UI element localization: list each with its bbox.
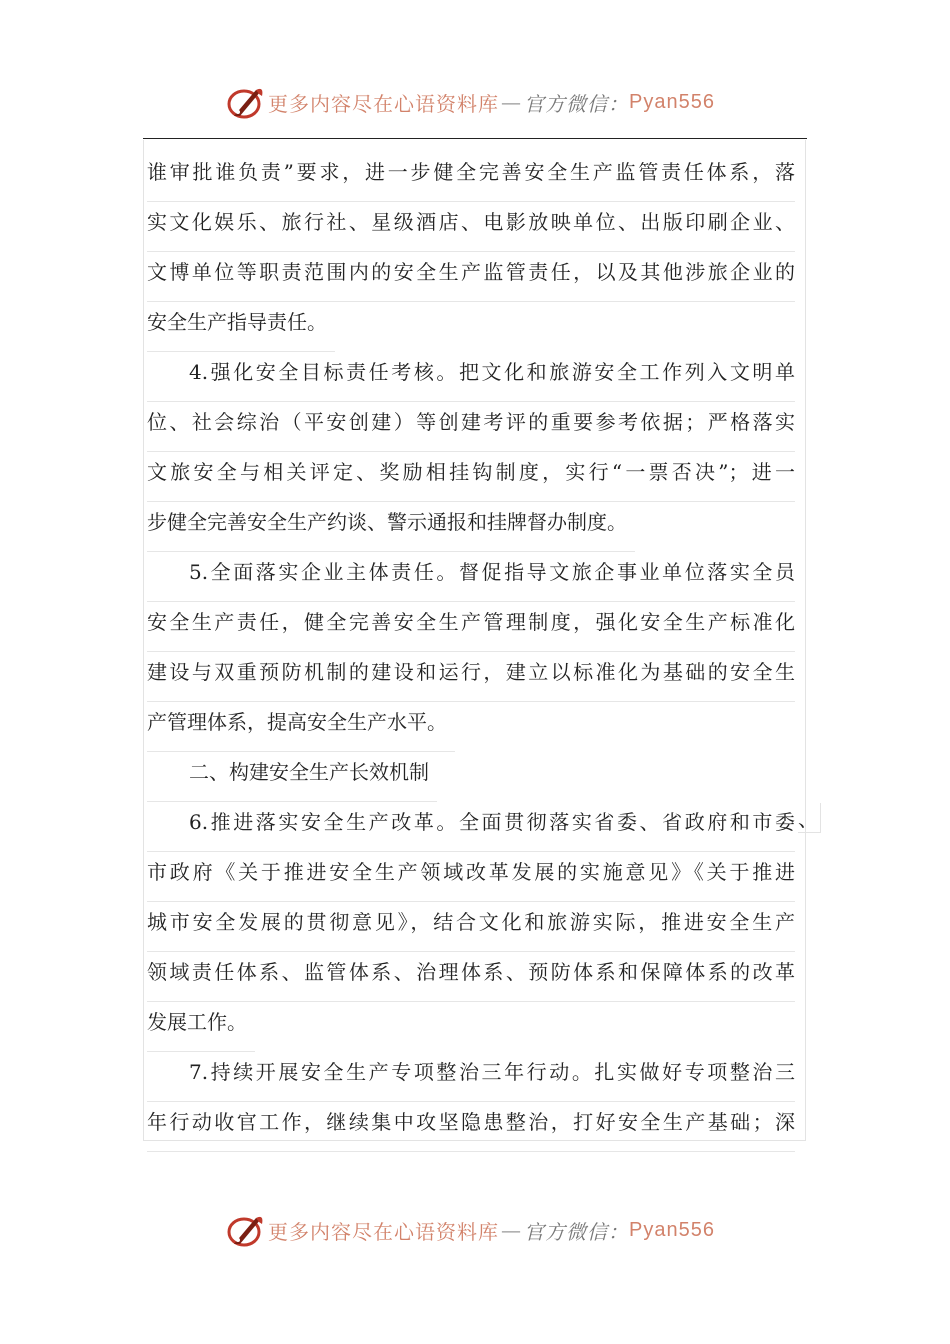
footer-banner <box>226 1210 715 1250</box>
text-line: 步健全完善安全生产约谈、警示通报和挂牌督办制度。 <box>147 502 635 552</box>
stray-punctuation: 、 <box>798 803 821 833</box>
text-line: 6.推进落实安全生产改革。全面贯彻落实省委、省政府和市委 <box>147 802 795 852</box>
banner-handle: Pyan556 <box>629 90 715 113</box>
text-line: 城市安全发展的贯彻意见》，结合文化和旅游实际，推进安全生产 <box>147 902 795 952</box>
banner-site-text: 更多内容尽在心语资料库 <box>268 1219 499 1244</box>
text-line: 发展工作。 <box>147 1002 255 1052</box>
section-heading: 二、构建安全生产长效机制 <box>147 752 437 802</box>
text-line: 7.持续开展安全生产专项整治三年行动。扎实做好专项整治三 <box>147 1052 795 1102</box>
text-line: 文旅安全与相关评定、奖励相挂钩制度，实行“一票否决”；进一 <box>147 452 795 502</box>
text-line: 建设与双重预防机制的建设和运行，建立以标准化为基础的安全生 <box>147 652 795 702</box>
banner-official-text: 官方微信： <box>524 91 629 116</box>
text-line: 安全生产责任，健全完善安全生产管理制度，强化安全生产标准化 <box>147 602 795 652</box>
quill-pen-logo-icon <box>226 82 266 122</box>
banner-dash: — <box>501 1218 522 1242</box>
text-line: 文博单位等职责范围内的安全生产监管责任，以及其他涉旅企业的 <box>147 252 795 302</box>
text-line: 位、社会综治（平安创建）等创建考评的重要参考依据；严格落实 <box>147 402 795 452</box>
text-line: 产管理体系，提高安全生产水平。 <box>147 702 455 752</box>
quill-pen-logo-icon <box>226 1210 266 1250</box>
banner-handle: Pyan556 <box>629 1218 715 1241</box>
text-line: 谁审批谁负责”要求，进一步健全完善安全生产监管责任体系，落 <box>147 152 795 202</box>
text-line: 安全生产指导责任。 <box>147 302 335 352</box>
text-line: 4.强化安全目标责任考核。把文化和旅游安全工作列入文明单 <box>147 352 795 402</box>
header-divider <box>143 138 807 139</box>
banner-site-text: 更多内容尽在心语资料库 <box>268 91 499 116</box>
text-line: 实文化娱乐、旅行社、星级酒店、电影放映单位、出版印刷企业、 <box>147 202 795 252</box>
text-line: 年行动收官工作，继续集中攻坚隐患整治，打好安全生产基础；深 <box>147 1102 795 1152</box>
text-line: 市政府《关于推进安全生产领域改革发展的实施意见》《关于推进 <box>147 852 795 902</box>
text-line: 5.全面落实企业主体责任。督促指导文旅企事业单位落实全员 <box>147 552 795 602</box>
text-line: 领域责任体系、监管体系、治理体系、预防体系和保障体系的改革 <box>147 952 795 1002</box>
banner-dash: — <box>501 90 522 114</box>
header-banner <box>226 82 715 122</box>
banner-official-text: 官方微信： <box>524 1219 629 1244</box>
